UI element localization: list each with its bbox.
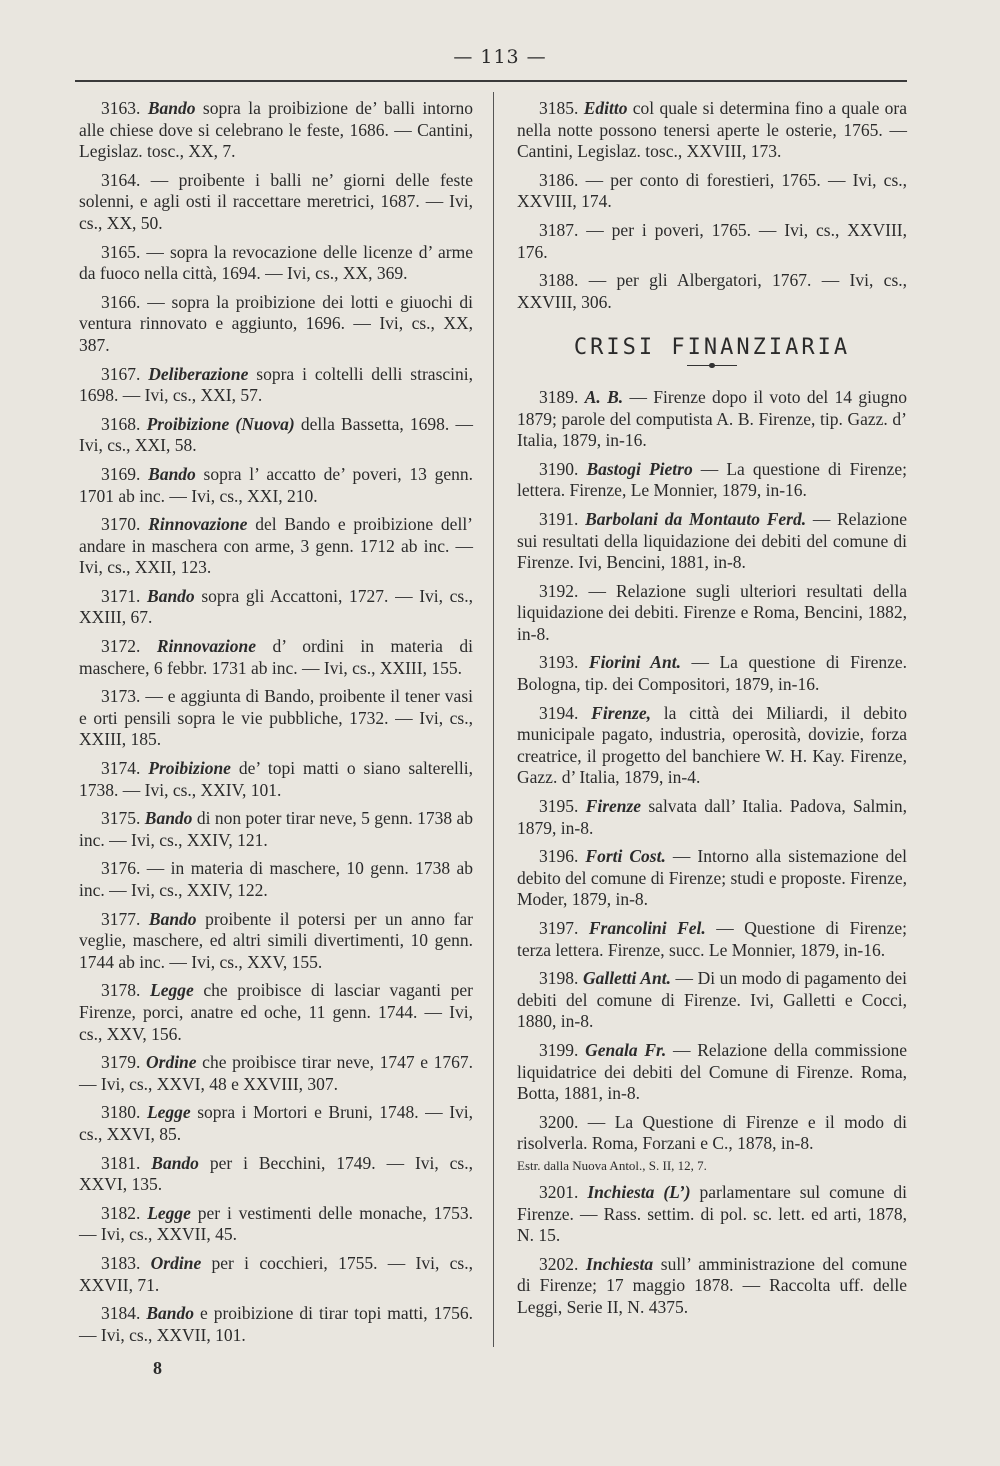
bibliography-entry bbox=[79, 758, 473, 801]
entry-text: sopra i coltelli delli strascini, 1698. — Ivi, cs., XXI, 57. bbox=[79, 363, 473, 406]
bibliography-entry bbox=[79, 909, 473, 974]
entry-text: — Firenze dopo il voto del 14 giugno 1879; parole del computista A. B. Firenze, tip. Gazz. d’ Italia, 1879, in-16. bbox=[517, 386, 907, 451]
entry-text: — per conto di forestieri, 1765. — Ivi, cs., XXVIII, 174. bbox=[517, 169, 907, 212]
entry-number: 3171. bbox=[101, 585, 141, 606]
entry-number: 3175. bbox=[101, 808, 141, 829]
entry-number: 3182. bbox=[101, 1202, 141, 1223]
entry-text: — La questione di Firenze; lettera. Firenze, Le Monnier, 1879, in-16. bbox=[517, 458, 907, 501]
bibliography-entry bbox=[79, 1303, 473, 1346]
entry-number: 3166. bbox=[101, 291, 141, 312]
right-column-top-entries bbox=[517, 98, 907, 313]
entry-text: de’ topi matti o siano salterelli, 1738. — Ivi, cs., XXIV, 101. bbox=[79, 758, 473, 800]
entry-text: che proibisce di lasciar vaganti per Firenze, porci, anatre ed oche, 11 genn. 1744. — Ivi, cs., XXV, 156. bbox=[79, 980, 474, 1044]
entry-text: — Relazione sugli ulteriori resultati della liquidazione dei debiti. Firenze e Roma, Bencini, 1882, in-8. bbox=[517, 580, 907, 644]
bibliography-entry bbox=[517, 387, 907, 452]
bibliography-entry bbox=[517, 1182, 907, 1247]
entry-text: sopra gli Accattoni, 1727. — Ivi, cs., XXIII, 67. bbox=[79, 585, 473, 628]
entry-text: — Intorno alla sistemazione del debito del comune di Firenze; studi e proposte. Firenze, Moder, 1879, in-8. bbox=[517, 846, 908, 910]
entry-number: 3191. bbox=[539, 508, 579, 529]
entry-text: — e aggiunta di Bando, proibente il tener vasi e orti pensili sopra le vie pubbliche, 1732. — Ivi, cs., XXIII, 185. bbox=[79, 686, 473, 750]
entry-text: del Bando e proibizione dell’ andare in maschera con arme, 3 genn. 1712 ab inc. — Ivi, cs., XXII, 123. bbox=[79, 514, 474, 578]
bibliography-entry bbox=[79, 1052, 473, 1095]
ornament-divider bbox=[687, 363, 737, 369]
entry-keyword: Proibizione bbox=[148, 758, 231, 779]
entry-number: 3169. bbox=[101, 463, 141, 484]
bibliography-entry bbox=[517, 270, 907, 313]
entry-text: — Di un modo di pagamento dei debiti del comune di Firenze. Ivi, Galletti e Cocci, 1880, in-8. bbox=[517, 968, 907, 1032]
entry-keyword: Deliberazione bbox=[148, 363, 249, 384]
bibliography-entry bbox=[517, 581, 907, 646]
entry-text: d’ ordini in materia di maschere, 6 febbr. 1731 ab inc. — Ivi, cs., XXIII, 155. bbox=[79, 636, 474, 678]
entry-text: — per gli Albergatori, 1767. — Ivi, cs., XXVIII, 306. bbox=[517, 270, 908, 312]
entry-number: 3198. bbox=[539, 968, 579, 989]
entry-number: 3170. bbox=[101, 514, 141, 535]
bibliography-entry bbox=[79, 170, 473, 235]
entry-keyword: Legge bbox=[150, 980, 194, 1001]
bibliography-entry bbox=[517, 968, 907, 1033]
entry-text: — Relazione della commissione liquidatrice dei debiti del Comune di Firenze. Roma, Botta, 1881, in-8. bbox=[517, 1039, 907, 1104]
entry-number: 3190. bbox=[539, 458, 579, 479]
header-rule bbox=[75, 80, 907, 82]
signature-mark: 8 bbox=[153, 1358, 162, 1378]
entry-text: — in materia di maschere, 10 genn. 1738 ab inc. — Ivi, cs., XXIV, 122. bbox=[79, 858, 474, 900]
entry-number: 3195. bbox=[539, 796, 579, 817]
entry-text: — Questione di Firenze; terza lettera. Firenze, succ. Le Monnier, 1879, in-16. bbox=[517, 918, 908, 960]
entry-text: — sopra la proibizione dei lotti e giuochi di ventura rinnovato e aggiunto, 1696. — Ivi, cs., XX, 387. bbox=[79, 291, 473, 355]
entry-keyword: Rinnovazione bbox=[148, 514, 248, 535]
bibliography-entry bbox=[79, 636, 473, 679]
entry-number: 3199. bbox=[539, 1039, 579, 1060]
bibliography-entry bbox=[517, 220, 907, 263]
entry-keyword: Fiorini Ant. bbox=[588, 652, 681, 673]
bibliography-entry bbox=[79, 1253, 473, 1296]
section-heading: CRISI FINANZIARIA bbox=[573, 335, 851, 361]
entry-number: 3186. bbox=[539, 169, 579, 190]
page-number: — 113 — bbox=[453, 46, 547, 68]
entry-number: 3179. bbox=[101, 1052, 141, 1073]
bibliography-entry bbox=[79, 808, 473, 851]
bibliography-entry bbox=[79, 514, 473, 579]
column-divider bbox=[493, 92, 494, 1347]
bibliography-entry bbox=[517, 1040, 907, 1105]
entry-text: — Relazione sui resultati della liquidazione dei debiti del comune di Firenze. Ivi, Bencini, 1881, in-8. bbox=[517, 508, 908, 573]
entry-text: sopra i Mortori e Bruni, 1748. — Ivi, cs., XXVI, 85. bbox=[79, 1102, 474, 1144]
entry-number: 3183. bbox=[101, 1252, 141, 1273]
bibliography-entry bbox=[517, 918, 907, 961]
entry-text: proibente il potersi per un anno far veglie, maschere, ed altri simili divertimenti, 10 genn. 1744 ab inc. — Ivi, cs., XXV, 155. bbox=[79, 908, 473, 972]
entry-text: salvata dall’ Italia. Padova, Salmin, 1879, in-8. bbox=[517, 796, 907, 838]
entry-number: 3168. bbox=[101, 413, 141, 434]
entry-text: per i cocchieri, 1755. — Ivi, cs., XXVII, 71. bbox=[79, 1252, 473, 1295]
entry-number: 3197. bbox=[539, 918, 579, 938]
bibliography-entry bbox=[79, 1102, 473, 1145]
entry-text: la città dei Miliardi, il debito municipale pagato, industria, operosità, dovizie, forza creatrice, il progetto del banchiere W. H. Kay. Firenze, Gazz. d’ Italia, 1879, in-4. bbox=[517, 702, 908, 788]
bibliography-entry bbox=[517, 1112, 907, 1175]
entry-keyword: Ordine bbox=[146, 1052, 197, 1073]
entry-keyword: Inchiesta bbox=[586, 1253, 654, 1274]
entry-text: per i vestimenti delle monache, 1753. — Ivi, cs., XXVII, 45. bbox=[79, 1202, 473, 1245]
bibliography-entry bbox=[79, 292, 473, 357]
entry-number: 3176. bbox=[101, 858, 141, 879]
entry-number: 3193. bbox=[539, 652, 579, 673]
entry-number: 3202. bbox=[539, 1253, 579, 1274]
entry-number: 3194. bbox=[539, 702, 579, 723]
entry-keyword: Rinnovazione bbox=[156, 636, 257, 657]
entry-keyword: Legge bbox=[146, 1102, 191, 1123]
entry-keyword: Forti Cost. bbox=[585, 846, 666, 867]
entry-text: — La questione di Firenze. Bologna, tip. dei Compositori, 1879, in-16. bbox=[517, 652, 907, 695]
entry-text: — sopra la revocazione delle licenze d’ arme da fuoco nella città, 1694. — Ivi, cs., XX, 369. bbox=[79, 241, 473, 284]
entry-keyword: Bando bbox=[147, 98, 196, 118]
entry-number: 3184. bbox=[101, 1303, 141, 1324]
entry-text: sopra l’ accatto de’ poveri, 13 genn. 1701 ab inc. — Ivi, cs., XXI, 210. bbox=[79, 463, 473, 506]
bibliography-entry bbox=[79, 364, 473, 407]
entry-number: 3167. bbox=[101, 363, 141, 384]
entry-keyword: Firenze, bbox=[591, 702, 651, 723]
entry-number: 3173. bbox=[101, 686, 141, 707]
entry-number: 3196. bbox=[539, 846, 579, 867]
entry-number: 3189. bbox=[539, 386, 579, 407]
entry-text: sopra la proibizione de’ balli intorno alle chiese dove si celebrano le feste, 1686. — Cantini, Legislaz. tosc., XX, 7. bbox=[79, 98, 474, 162]
entry-text: che proibisce tirar neve, 1747 e 1767. — Ivi, cs., XXVI, 48 e XXVIII, 307. bbox=[79, 1052, 473, 1094]
entry-text: — proibente i balli ne’ giorni delle feste solenni, e agli osti il raccettare meretrici, 1687. — Ivi, cs., XX, 50. bbox=[79, 169, 473, 233]
bibliography-entry bbox=[517, 170, 907, 213]
entry-keyword: Galletti Ant. bbox=[582, 968, 671, 989]
entry-number: 3181. bbox=[101, 1152, 141, 1173]
entry-keyword: Bando bbox=[148, 463, 196, 484]
bibliography-entry bbox=[517, 1254, 907, 1319]
entry-number: 3164. bbox=[101, 169, 141, 190]
entry-number: 3177. bbox=[101, 908, 141, 929]
entry-keyword: Genala Fr. bbox=[585, 1039, 667, 1060]
entry-keyword: Bando bbox=[147, 585, 195, 606]
entry-text: per i Becchini, 1749. — Ivi, cs., XXVI, 135. bbox=[79, 1152, 473, 1195]
entry-number: 3188. bbox=[539, 270, 579, 291]
entry-keyword: Editto bbox=[583, 98, 628, 118]
bibliography-entry bbox=[79, 686, 473, 751]
bibliography-entry bbox=[79, 1153, 473, 1196]
entry-keyword: Ordine bbox=[150, 1252, 202, 1273]
entry-keyword: Bastogi Pietro bbox=[586, 458, 693, 479]
entry-keyword: Firenze bbox=[585, 796, 642, 817]
entry-text: parlamentare sul comune di Firenze. — Rass. settim. di pol. sc. lett. ed arti, 1878, N. 15. bbox=[517, 1181, 908, 1246]
bibliography-entry bbox=[517, 846, 907, 911]
bibliography-entry bbox=[79, 242, 473, 285]
entry-text: — La Questione di Firenze e il modo di risolverla. Roma, Forzani e C., 1878, in-8. bbox=[517, 1111, 907, 1154]
entry-keyword: Barbolani da Montauto Ferd. bbox=[585, 508, 807, 529]
entry-text: di non poter tirar neve, 5 genn. 1738 ab inc. — Ivi, cs., XXIV, 121. bbox=[79, 808, 474, 850]
entry-number: 3163. bbox=[101, 98, 141, 118]
entry-text: e proibizione di tirar topi matti, 1756. — Ivi, cs., XXVII, 101. bbox=[79, 1303, 474, 1345]
entry-number: 3178. bbox=[101, 980, 141, 1001]
entry-keyword: Inchiesta (L’) bbox=[587, 1181, 691, 1202]
entry-number: 3180. bbox=[101, 1102, 141, 1123]
entry-keyword: Francolini Fel. bbox=[588, 918, 706, 938]
right-column bbox=[517, 98, 907, 1326]
bibliography-entry bbox=[517, 98, 907, 163]
entry-number: 3187. bbox=[539, 219, 579, 240]
entry-keyword: A. B. bbox=[584, 386, 624, 407]
entry-keyword: Bando bbox=[146, 1303, 195, 1324]
entry-number: 3201. bbox=[539, 1181, 579, 1202]
bibliography-entry bbox=[79, 980, 473, 1045]
entry-number: 3172. bbox=[101, 636, 141, 657]
bibliography-entry bbox=[517, 652, 907, 695]
entry-keyword: Bando bbox=[151, 1152, 199, 1173]
left-column bbox=[79, 98, 473, 1353]
right-column-bottom-entries bbox=[517, 387, 907, 1319]
bibliography-entry bbox=[517, 509, 907, 574]
entry-keyword: Proibizione (Nuova) bbox=[146, 413, 295, 434]
entry-keyword: Bando bbox=[144, 808, 193, 829]
bibliography-entry bbox=[517, 796, 907, 839]
bibliography-entry bbox=[79, 98, 473, 163]
entry-number: 3185. bbox=[539, 98, 579, 118]
entry-number: 3200. bbox=[539, 1111, 579, 1132]
entry-note: Estr. dalla Nuova Antol., S. II, 12, 7. bbox=[517, 1157, 707, 1173]
bibliography-entry bbox=[79, 586, 473, 629]
entry-number: 3174. bbox=[101, 758, 141, 779]
entry-text: col quale si determina fino a quale ora nella notte possono tenersi aperte le osterie, 1765. — Cantini, Legislaz. tosc., XXVIII, 173. bbox=[517, 98, 907, 162]
entry-keyword: Bando bbox=[148, 908, 197, 929]
entry-text: sull’ amministrazione del comune di Firenze; 17 maggio 1878. — Raccolta uff. delle Leggi, Serie II, N. 4375. bbox=[517, 1253, 907, 1317]
bibliography-entry bbox=[517, 459, 907, 502]
bibliography-entry bbox=[79, 858, 473, 901]
entry-number: 3192. bbox=[539, 580, 579, 601]
bibliography-entry bbox=[517, 703, 907, 789]
entry-number: 3165. bbox=[101, 241, 141, 262]
bibliography-entry bbox=[79, 1203, 473, 1246]
entry-keyword: Legge bbox=[147, 1202, 191, 1223]
entry-text: della Bassetta, 1698. — Ivi, cs., XXI, 58. bbox=[79, 413, 473, 456]
bibliography-entry bbox=[79, 414, 473, 457]
entry-text: — per i poveri, 1765. — Ivi, cs., XXVIII, 176. bbox=[517, 219, 908, 262]
bibliography-entry bbox=[79, 464, 473, 507]
